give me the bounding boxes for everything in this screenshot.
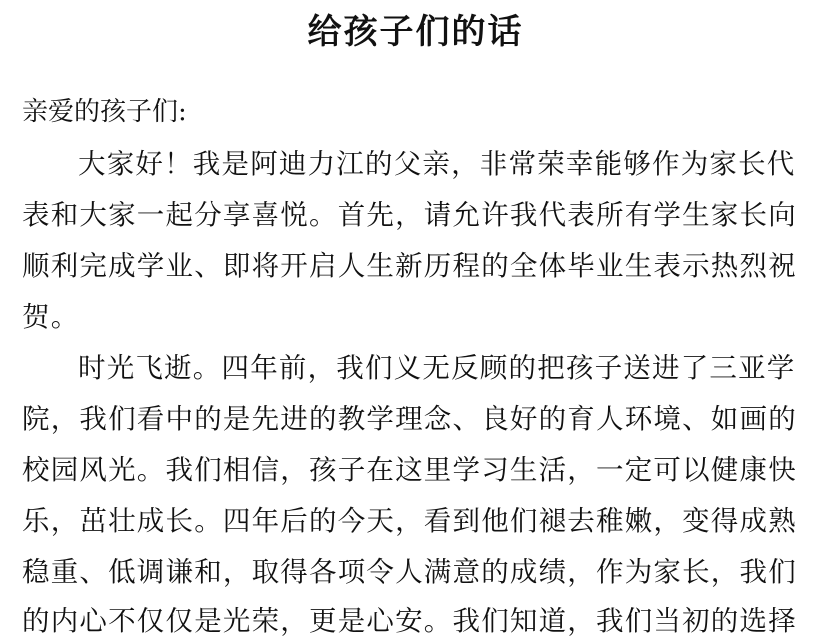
salutation: 亲爱的孩子们: [22,97,187,127]
paragraph-line: 时光飞逝。四年前，我们义无反顾的把孩子送进了三亚学 [78,352,796,384]
paragraph-line: 乐，茁壮成长。四年后的今天，看到他们褪去稚嫩，变得成熟 [22,505,797,537]
paragraph-line: 院，我们看中的是先进的教学理念、良好的育人环境、如画的 [22,403,797,435]
paragraph-line: 顺利完成学业、即将开启人生新历程的全体毕业生表示热烈祝 [22,250,797,282]
document-title: 给孩子们的话 [307,12,524,52]
paragraph-line: 的内心不仅仅是光荣，更是心安。我们知道，我们当初的选择 [22,605,797,637]
paragraph-line: 大家好！我是阿迪力江的父亲，非常荣幸能够作为家长代 [78,148,796,180]
paragraph-line: 校园风光。我们相信，孩子在这里学习生活，一定可以健康快 [22,454,797,486]
paragraph-line: 表和大家一起分享喜悦。首先，请允许我代表所有学生家长向 [22,199,797,231]
paragraph-line: 稳重、低调谦和，取得各项令人满意的成绩，作为家长，我们 [22,556,797,588]
paragraph-line: 贺。 [22,301,80,333]
